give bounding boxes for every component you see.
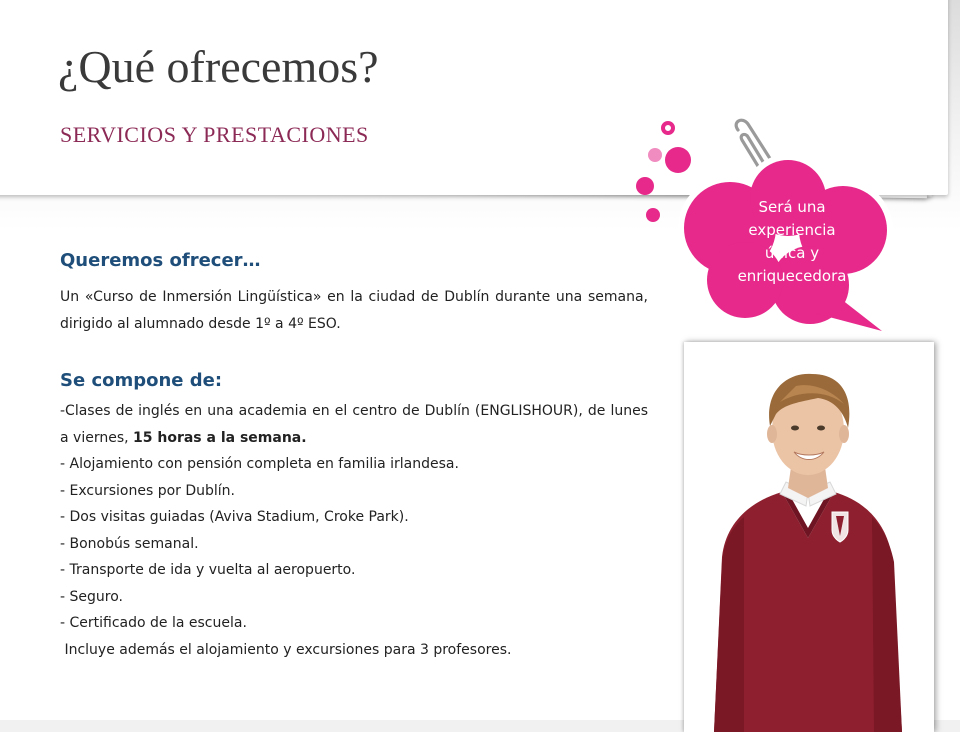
list-item: - Dos visitas guiadas (Aviva Stadium, Croke Park). <box>60 509 409 525</box>
dot-small <box>646 208 660 222</box>
list-item-text: -Clases de inglés en una academia en el centro de Dublín (ENGLISHOUR), de lunes a viernes, <box>60 403 648 446</box>
list-item <box>60 398 648 451</box>
dot-ring <box>663 123 673 133</box>
callout-line: enriquecedora <box>737 267 847 285</box>
list-item: - Bonobús semanal. <box>60 535 199 552</box>
callout-line: experiencia <box>748 221 836 239</box>
list-item-bold: 15 horas a la semana. <box>133 429 307 446</box>
offer-paragraph: Un «Curso de Inmersión Lingüística» en la ciudad de Dublín durante una semana, dirigido al alumnado desde 1º a 4º ESO. <box>60 289 648 332</box>
list-item: - Certificado de la escuela. <box>60 615 247 631</box>
page-title: ¿Qué ofrecemos? <box>58 41 379 92</box>
student-illustration <box>684 342 934 732</box>
student-photo <box>684 342 934 732</box>
callout-line: Será una <box>758 198 826 216</box>
list-item: - Alojamiento con pensión completa en familia irlandesa. <box>60 456 459 472</box>
list-item: Incluye además el alojamiento y excursiones para 3 profesores. <box>60 641 512 658</box>
section-heading-components: Se compone de: <box>60 370 223 391</box>
list-item: - Excursiones por Dublín. <box>60 482 235 499</box>
components-list <box>60 398 648 663</box>
dot-medium <box>636 177 654 195</box>
page-subtitle: SERVICIOS Y PRESTACIONES <box>60 122 369 147</box>
section-heading-offer: Queremos ofrecer… <box>60 250 261 271</box>
callout-line: única y <box>764 244 820 262</box>
list-item: - Seguro. <box>60 588 123 605</box>
callout-text <box>722 196 862 288</box>
school-crest <box>832 512 848 542</box>
list-item: - Transporte de ida y vuelta al aeropuerto. <box>60 562 356 578</box>
